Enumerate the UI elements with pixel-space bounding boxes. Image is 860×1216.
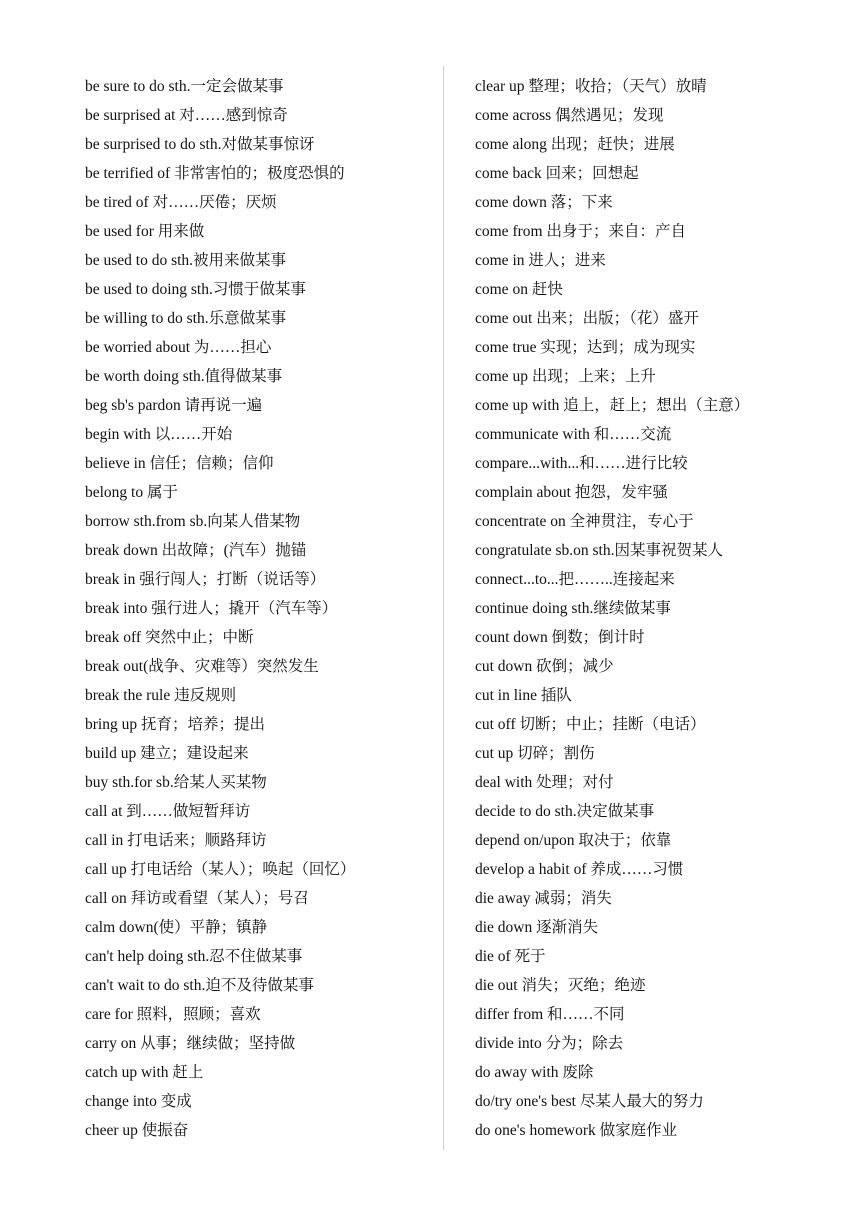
phrase-entry: die out 消失；灭绝；绝迹 (475, 977, 646, 994)
phrase-entry: come up with 追上，赶上；想出（主意） (475, 397, 750, 414)
phrase-entry: connect...to...把……..连接起来 (475, 571, 675, 588)
phrase-entry: break out(战争、灾难等）突然发生 (85, 658, 319, 675)
phrase-entry: be worth doing sth.值得做某事 (85, 368, 283, 385)
phrase-entry: be willing to do sth.乐意做某事 (85, 310, 287, 327)
phrase-entry: catch up with 赶上 (85, 1064, 204, 1081)
phrase-entry: be tired of 对……厌倦；厌烦 (85, 194, 277, 211)
phrase-entry: break the rule 违反规则 (85, 687, 237, 704)
phrase-entry: complain about 抱怨，发牢骚 (475, 484, 668, 501)
phrase-entry: call on 拜访或看望（某人）；号召 (85, 890, 309, 907)
phrase-entry: die down 逐渐消失 (475, 919, 599, 936)
phrase-entry: depend on/upon 取决于；依靠 (475, 832, 672, 849)
phrase-entry: break in 强行闯人；打断（说话等） (85, 571, 326, 588)
phrase-entry: be surprised to do sth.对做某事惊讶 (85, 136, 315, 153)
phrase-entry: come from 出身于；来自：产自 (475, 223, 686, 240)
phrase-entry: cut in line 插队 (475, 687, 572, 704)
phrase-entry: come across 偶然遇见；发现 (475, 107, 664, 124)
phrase-entry: cheer up 使振奋 (85, 1122, 189, 1139)
phrase-entry: call up 打电话给（某人）；唤起（回忆） (85, 861, 356, 878)
phrase-entry: can't help doing sth.忍不住做某事 (85, 948, 303, 965)
phrase-entry: die of 死于 (475, 948, 546, 965)
phrase-entry: count down 倒数；倒计时 (475, 629, 645, 646)
phrase-entry: call at 到……做短暂拜访 (85, 803, 251, 820)
phrase-entry: do one's homework 做家庭作业 (475, 1122, 678, 1139)
phrase-entry: differ from 和……不同 (475, 1006, 625, 1023)
phrase-entry: come along 出现；赶快；进展 (475, 136, 675, 153)
phrase-entry: do away with 废除 (475, 1064, 594, 1081)
phrase-entry: break down 出故障；(汽车）抛锚 (85, 542, 307, 559)
phrase-entry: develop a habit of 养成……习惯 (475, 861, 684, 878)
phrase-entry: communicate with 和……交流 (475, 426, 672, 443)
phrase-entry: come in 进人；进来 (475, 252, 606, 269)
phrase-entry: care for 照料，照顾；喜欢 (85, 1006, 261, 1023)
phrase-entry: congratulate sb.on sth.因某事祝贺某人 (475, 542, 723, 559)
phrase-entry: compare...with...和……进行比较 (475, 455, 688, 472)
phrase-entry: continue doing sth.继续做某事 (475, 600, 671, 617)
phrase-entry: break off 突然中止；中断 (85, 629, 254, 646)
phrase-entry: cut off 切断；中止；挂断（电话） (475, 716, 706, 733)
phrase-entry: belong to 属于 (85, 484, 178, 501)
phrase-entry: cut down 砍倒；减少 (475, 658, 614, 675)
phrase-entry: be surprised at 对……感到惊奇 (85, 107, 288, 124)
phrase-entry: be terrified of 非常害怕的；极度恐惧的 (85, 165, 345, 182)
phrase-entry: divide into 分为；除去 (475, 1035, 624, 1052)
phrase-entry: come back 回来；回想起 (475, 165, 639, 182)
column-divider (443, 66, 444, 1150)
phrase-entry: bring up 抚育；培养；提出 (85, 716, 265, 733)
phrase-entry: decide to do sth.决定做某事 (475, 803, 655, 820)
phrase-entry: can't wait to do sth.迫不及待做某事 (85, 977, 314, 994)
phrase-entry: begin with 以……开始 (85, 426, 233, 443)
phrase-entry: be used to doing sth.习惯于做某事 (85, 281, 306, 298)
phrase-entry: come up 出现；上来；上升 (475, 368, 656, 385)
phrase-entry: change into 变成 (85, 1093, 192, 1110)
phrase-entry: come true 实现；达到；成为现实 (475, 339, 696, 356)
phrase-entry: build up 建立；建设起来 (85, 745, 249, 762)
phrase-entry: die away 减弱；消失 (475, 890, 612, 907)
phrase-entry: be used for 用来做 (85, 223, 205, 240)
phrase-entry: be used to do sth.被用来做某事 (85, 252, 287, 269)
phrase-entry: clear up 整理；收拾；（天气）放晴 (475, 78, 707, 95)
phrase-entry: break into 强行进人；撬开（汽车等） (85, 600, 338, 617)
phrase-entry: cut up 切碎；割伤 (475, 745, 595, 762)
phrase-entry: be sure to do sth.一定会做某事 (85, 78, 284, 95)
phrase-entry: call in 打电话来；顺路拜访 (85, 832, 267, 849)
phrase-entry: carry on 从事；继续做；坚持做 (85, 1035, 296, 1052)
phrase-entry: buy sth.for sb.给某人买某物 (85, 774, 267, 791)
phrase-entry: believe in 信任；信赖；信仰 (85, 455, 274, 472)
phrase-entry: come out 出来；出版；（花）盛开 (475, 310, 699, 327)
phrase-entry: come on 赶快 (475, 281, 563, 298)
right-column (475, 72, 850, 1145)
phrase-entry: do/try one's best 尽某人最大的努力 (475, 1093, 704, 1110)
phrase-entry: beg sb's pardon 请再说一遍 (85, 397, 263, 414)
phrase-entry: be worried about 为……担心 (85, 339, 272, 356)
phrase-entry: borrow sth.from sb.向某人借某物 (85, 513, 301, 530)
phrase-entry: concentrate on 全神贯注，专心于 (475, 513, 694, 530)
phrase-entry: deal with 处理；对付 (475, 774, 614, 791)
left-column (85, 72, 430, 1145)
phrase-entry: calm down(使）平静；镇静 (85, 919, 268, 936)
phrase-entry: come down 落；下来 (475, 194, 613, 211)
